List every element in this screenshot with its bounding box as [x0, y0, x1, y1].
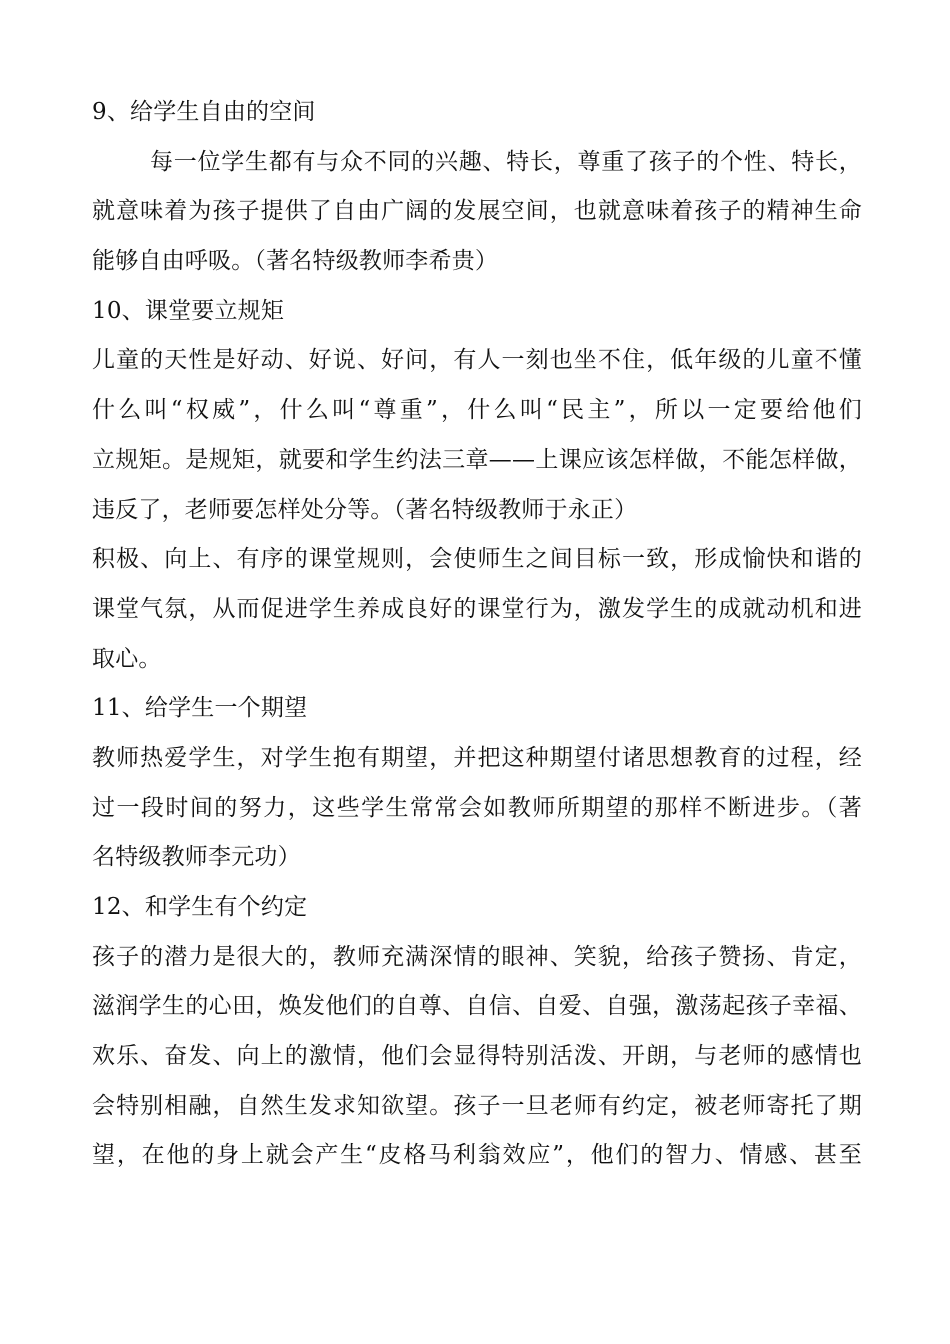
section-heading: 9、给学生自由的空间 — [92, 99, 316, 125]
paragraph-line: 违反了，老师要怎样处分等。（著名特级教师于永正） — [92, 496, 638, 523]
document-body — [92, 88, 862, 1181]
paragraph-line: 教师热爱学生，对学生抱有期望，并把这种期望付诸思想教育的过程，经 — [92, 744, 862, 771]
paragraph-line: 就意味着为孩子提供了自由广阔的发展空间，也就意味着孩子的精神生命 — [92, 198, 862, 225]
paragraph-line: 滋润学生的心田，焕发他们的自尊、自信、自爱、自强，激荡起孩子幸福、 — [92, 993, 862, 1020]
paragraph-line: 积极、向上、有序的课堂规则，会使师生之间目标一致，形成愉快和谐的 — [92, 546, 862, 573]
paragraph-line: 欢乐、奋发、向上的激情，他们会显得特别活泼、开朗，与老师的感情也 — [92, 1043, 862, 1070]
paragraph-line: 孩子的潜力是很大的，教师充满深情的眼神、笑貌，给孩子赞扬、肯定， — [92, 943, 862, 970]
paragraph-line: 取心。 — [92, 645, 162, 672]
paragraph-line: 立规矩。是规矩，就要和学生约法三章——上课应该怎样做，不能怎样做， — [92, 446, 862, 473]
paragraph-line: 什么叫“权威”，什么叫“尊重”，什么叫“民主”，所以一定要给他们 — [92, 397, 862, 424]
paragraph-line: 会特别相融，自然生发求知欲望。孩子一旦老师有约定，被老师寄托了期 — [92, 1092, 862, 1119]
paragraph-line: 望，在他的身上就会产生“皮格马利翁效应”，他们的智力、情感、甚至 — [92, 1142, 862, 1169]
section-heading: 10、课堂要立规矩 — [92, 297, 285, 324]
paragraph-line: 名特级教师李元功） — [92, 844, 301, 871]
section-heading: 12、和学生有个约定 — [92, 894, 308, 920]
paragraph-line: 课堂气氛，从而促进学生养成良好的课堂行为，激发学生的成就动机和进 — [92, 595, 862, 622]
section-heading: 11、给学生一个期望 — [92, 695, 308, 722]
paragraph-line: 过一段时间的努力，这些学生常常会如教师所期望的那样不断进步。（著 — [92, 794, 862, 821]
paragraph-line: 每一位学生都有与众不同的兴趣、特长，尊重了孩子的个性、特长， — [150, 148, 862, 175]
paragraph-line: 能够自由呼吸。（著名特级教师李希贵） — [92, 248, 499, 275]
paragraph-line: 儿童的天性是好动、好说、好问，有人一刻也坐不住，低年级的儿童不懂 — [92, 347, 862, 374]
